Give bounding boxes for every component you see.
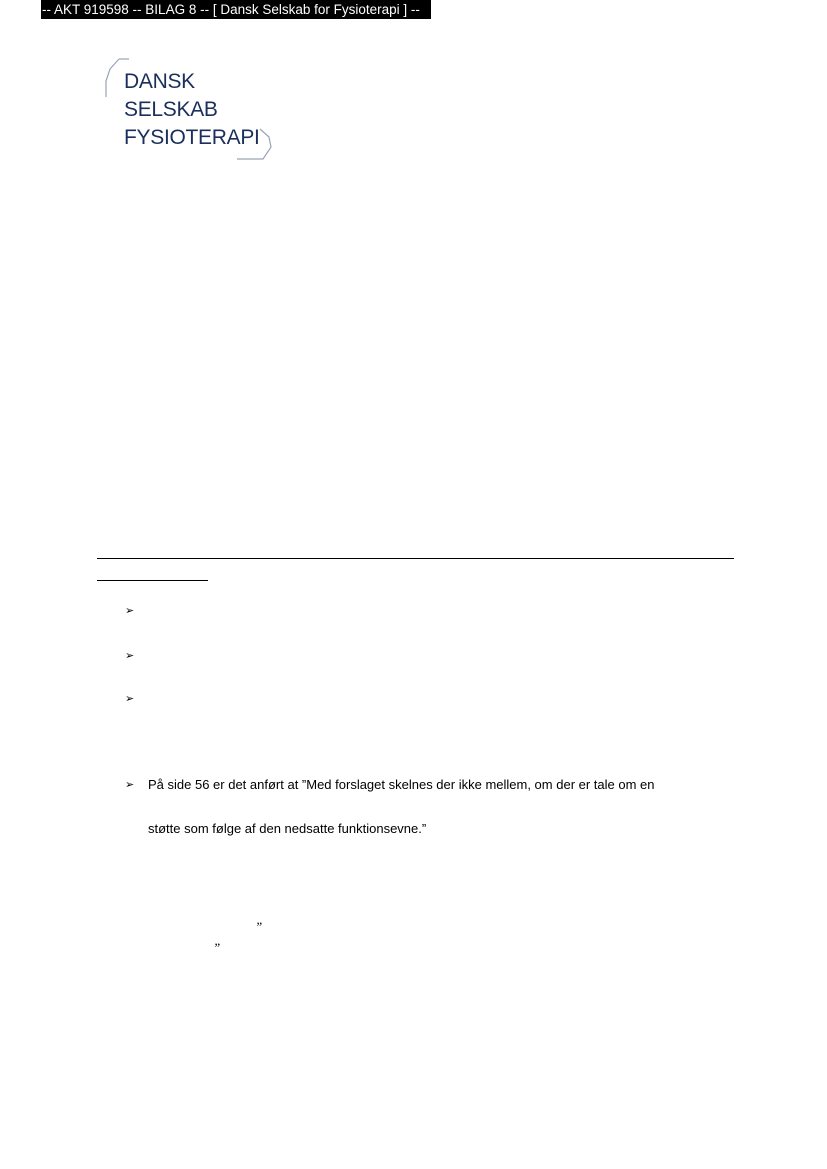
bullet-arrow-icon: ➢	[125, 604, 135, 617]
quote-mark: ”	[255, 919, 263, 934]
bullet-item-text-line-2: støtte som følge af den nedsatte funktionsevne.”	[148, 821, 427, 836]
bullet-arrow-icon: ➢	[125, 692, 135, 705]
quote-mark: ”	[213, 940, 221, 955]
bullet-item-text-line-1: På side 56 er det anført at ”Med forslaget skelnes der ikke mellem, om der er tale om en	[148, 777, 655, 792]
section-divider-long	[97, 558, 734, 559]
document-header-banner: -- AKT 919598 -- BILAG 8 -- [ Dansk Selskab for Fysioterapi ] --	[41, 0, 431, 19]
organization-logo	[103, 57, 273, 163]
section-divider-short	[97, 580, 208, 581]
bullet-arrow-icon: ➢	[125, 778, 135, 791]
logo-line-selskab: SELSKAB	[124, 98, 218, 121]
logo-line-dansk: DANSK	[124, 70, 195, 93]
logo-line-fysioterapi: FYSIOTERAPI	[124, 126, 260, 149]
bullet-arrow-icon: ➢	[125, 649, 135, 662]
